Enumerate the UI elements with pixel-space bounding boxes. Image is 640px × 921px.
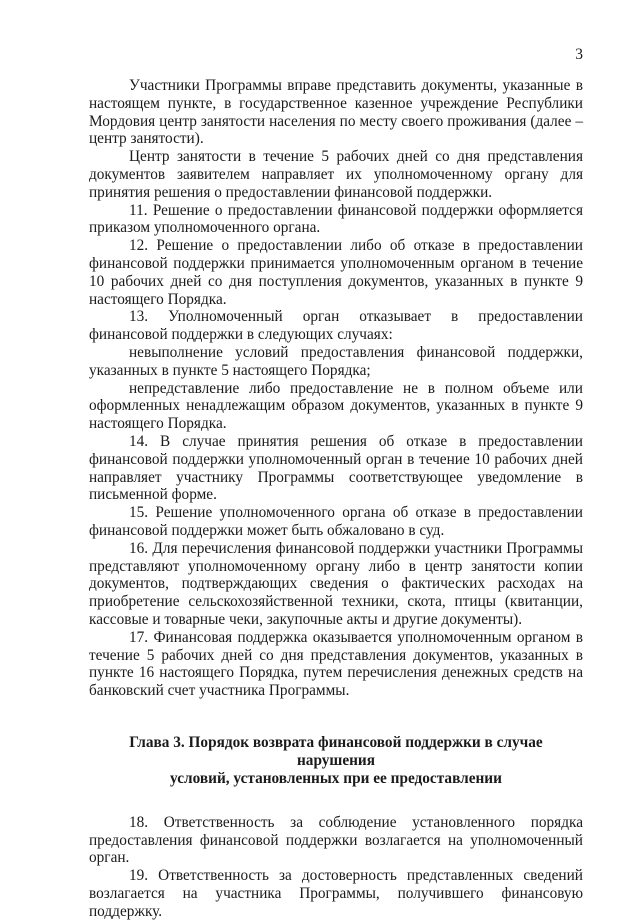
- paragraph-item-18: 18. Ответственность за соблюдение установленного порядка предоставления финансовой поддержки возлагается на уполномоченный орган.: [89, 813, 583, 867]
- chapter-heading-line-1: Глава 3. Порядок возврата финансовой поддержки в случае нарушения: [129, 733, 543, 769]
- paragraph: Центр занятости в течение 5 рабочих дней со дня представления документов заявителем направляет их уполномоченному органу для принятия решения о предоставлении финансовой поддержки.: [89, 148, 583, 201]
- paragraph-item-14: 14. В случае принятия решения об отказе в предоставлении финансовой поддержки уполномоченный орган в течение 10 рабочих дней направляет участнику Программы соответствующее уведомление в письменной форме.: [89, 432, 583, 504]
- paragraph-item-19: 19. Ответственность за достоверность представленных сведений возлагается на участника Программы, получившего финансовую поддержку.: [89, 867, 583, 920]
- paragraph-subitem: непредставление либо предоставление не в полном объеме или оформленных ненадлежащим образом документов, указанных в пункте 9 настоящего Порядка.: [89, 379, 583, 433]
- paragraph-item-12: 12. Решение о предоставлении либо об отказе в предоставлении финансовой поддержки принимается уполномоченным органом в течение 10 рабочих дней со дня поступления документов, указанных в пункте 9 настоящего Порядка.: [89, 237, 583, 308]
- paragraph-item-15: 15. Решение уполномоченного органа об отказе в предоставлении финансовой поддержки может быть обжаловано в суд.: [89, 504, 583, 539]
- paragraph-item-11: 11. Решение о предоставлении финансовой поддержки оформляется приказом уполномоченного органа.: [89, 201, 583, 237]
- spacer: [89, 788, 583, 814]
- chapter-heading: [89, 734, 583, 788]
- paragraph-subitem: невыполнение условий предоставления финансовой поддержки, указанных в пункте 5 настоящего Порядка;: [89, 343, 583, 379]
- document-body: [89, 77, 583, 921]
- paragraph-item-16: 16. Для перечисления финансовой поддержки участники Программы представляют уполномоченному органу либо в центр занятости копии документов, подтверждающих сведения о фактических расходах на приобретение сельскохозяйственной техники, скота, птицы (квитанции, кассовые и товарные чеки, закупочные акты и другие документы).: [89, 539, 583, 628]
- paragraph-item-17: 17. Финансовая поддержка оказывается уполномоченным органом в течение 5 рабочих дней со дня представления документов, указанных в пункте 16 настоящего Порядка, путем перечисления денежных средств на банковский счет участника Программы.: [89, 628, 583, 700]
- paragraph-item-13: 13. Уполномоченный орган отказывает в предоставлении финансовой поддержки в следующих случаях:: [89, 308, 583, 344]
- page-number: 3: [575, 46, 583, 63]
- chapter-heading-line-2: условий, установленных при ее предоставлении: [170, 769, 502, 787]
- paragraph: Участники Программы вправе представить документы, указанные в настоящем пункте, в государственное казенное учреждение Республики Мордовия центр занятости населения по месту своего проживания (далее – центр занятости).: [89, 77, 583, 148]
